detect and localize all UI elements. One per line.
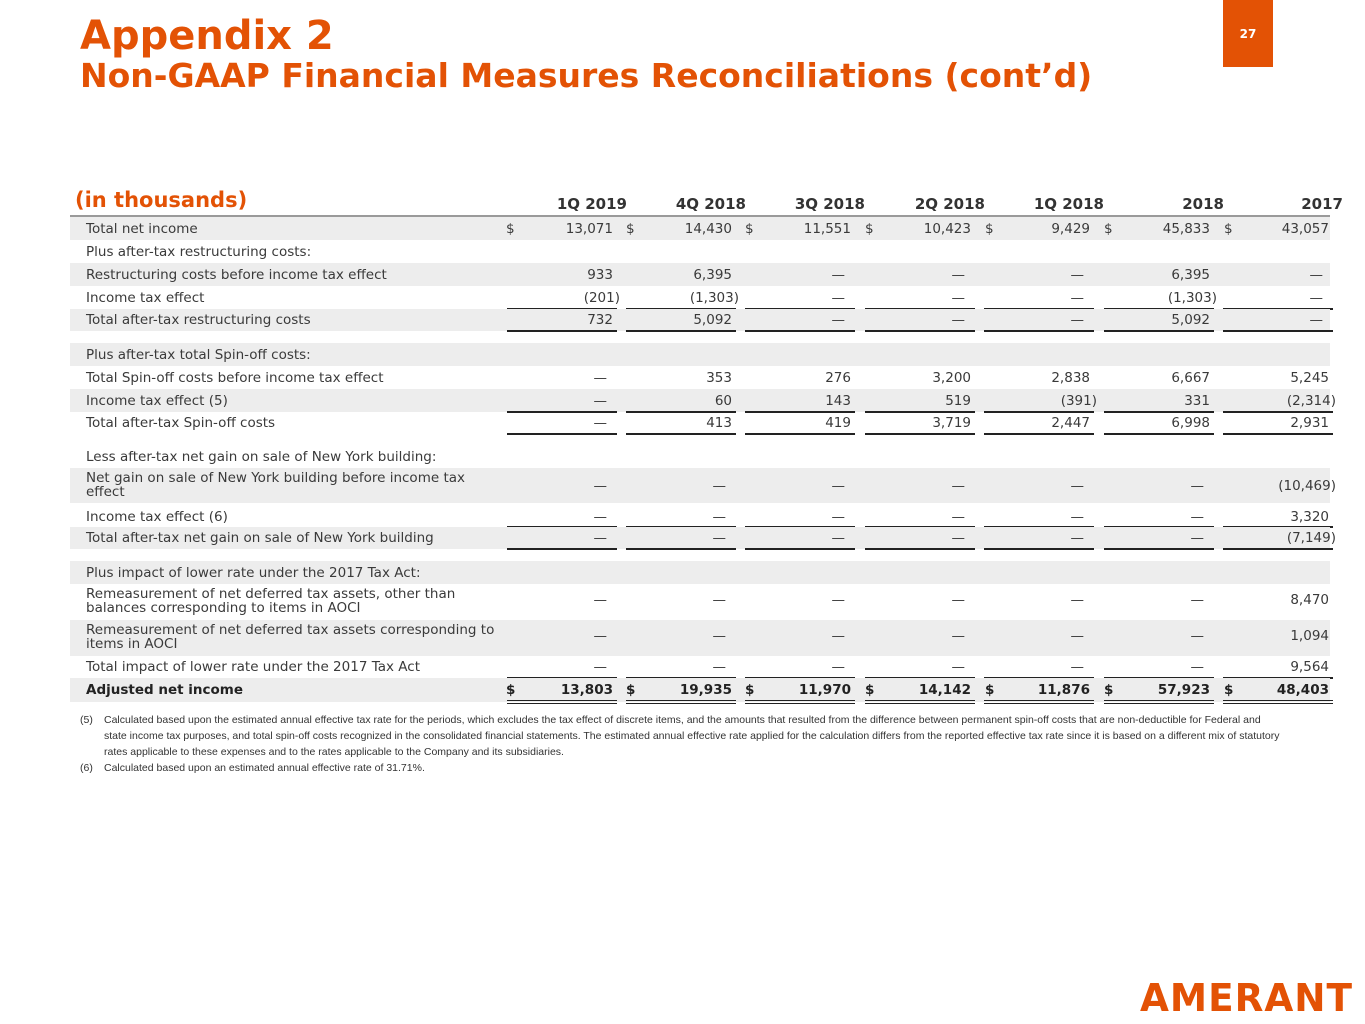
currency-symbol: $ [985, 682, 995, 698]
value-cell: — [712, 530, 726, 546]
value-cell: 519 [945, 392, 971, 409]
currency-symbol: $ [985, 220, 994, 237]
column-header: 1Q 2019 [556, 195, 627, 213]
value-cell: — [1070, 478, 1084, 494]
row-label: Income tax effect (6) [86, 508, 228, 525]
value-cell: — [831, 659, 845, 675]
underline-rule [865, 700, 975, 701]
underline-rule [745, 330, 855, 332]
value-cell: 10,423 [923, 220, 971, 237]
currency-symbol: $ [1104, 220, 1113, 237]
value-cell: — [1190, 478, 1204, 494]
value-cell: 3,719 [932, 415, 971, 431]
underline-rule [1104, 548, 1214, 550]
value-cell: — [593, 530, 607, 546]
underline-rule [507, 433, 617, 435]
value-cell: 9,564 [1290, 659, 1329, 675]
underline-rule [626, 703, 736, 704]
row-label: Income tax effect [86, 289, 205, 306]
value-cell: — [712, 508, 726, 525]
value-cell: — [712, 478, 726, 494]
row-label: Total after-tax restructuring costs [86, 312, 311, 328]
value-cell: 331 [1184, 392, 1210, 409]
value-cell: — [1309, 289, 1323, 306]
table-row [70, 468, 1336, 503]
footnote-text: Calculated based upon an estimated annual effective rate of 31.71%. [104, 762, 425, 774]
section-heading-row [70, 445, 1330, 468]
value-cell: 353 [706, 369, 732, 386]
value-cell: 45,833 [1162, 220, 1210, 237]
currency-symbol: $ [865, 682, 875, 698]
underline-rule [984, 433, 1094, 435]
value-cell: 60 [714, 392, 732, 409]
value-cell: 3,200 [932, 369, 971, 386]
value-cell: 14,430 [684, 220, 732, 237]
value-cell: — [831, 628, 845, 644]
row-label: Plus after-tax total Spin-off costs: [86, 346, 311, 363]
value-cell: — [1070, 289, 1084, 306]
amerant-logo-text: AMERANT [1140, 976, 1353, 1016]
currency-symbol: $ [1104, 682, 1114, 698]
row-label: Total impact of lower rate under the 2017 Tax Act [86, 659, 420, 675]
column-header: 4Q 2018 [675, 195, 746, 213]
table-row [70, 412, 1330, 434]
underline-rule [1223, 703, 1333, 704]
value-cell: 413 [706, 415, 732, 431]
value-cell: 6,395 [693, 266, 732, 283]
amerant-logo [1140, 974, 1355, 1016]
value-cell: — [593, 659, 607, 675]
units-label: (in thousands) [75, 188, 248, 212]
value-cell: 43,057 [1281, 220, 1329, 237]
row-label: Remeasurement of net deferred tax assets, other than balances corresponding to items in AOCI [86, 586, 456, 616]
value-cell: (201) [583, 289, 620, 306]
underline-rule [626, 700, 736, 701]
value-cell: 11,876 [1037, 682, 1090, 698]
underline-rule [1223, 548, 1333, 550]
table-row [70, 584, 1330, 620]
value-cell: (1,303) [689, 289, 739, 306]
footnote [80, 760, 1280, 776]
value-cell: 6,998 [1171, 415, 1210, 431]
table-row [70, 389, 1336, 412]
value-cell: — [951, 659, 965, 675]
value-cell: 13,803 [560, 682, 613, 698]
value-cell: 11,551 [803, 220, 851, 237]
underline-rule [626, 330, 736, 332]
value-cell: 5,092 [1171, 312, 1210, 328]
value-cell: — [1070, 508, 1084, 525]
underline-rule [1223, 433, 1333, 435]
underline-rule [1223, 700, 1333, 701]
value-cell: — [1190, 508, 1204, 525]
underline-rule [984, 703, 1094, 704]
value-cell: 48,403 [1276, 682, 1329, 698]
underline-rule [865, 433, 975, 435]
underline-rule [745, 548, 855, 550]
row-label: Total after-tax Spin-off costs [86, 415, 276, 431]
value-cell: 8,470 [1290, 592, 1329, 608]
value-cell: 13,071 [565, 220, 613, 237]
value-cell: 57,923 [1157, 682, 1210, 698]
value-cell: (1,303) [1167, 289, 1217, 306]
section-heading-row [70, 561, 1330, 584]
footnotes [80, 712, 1280, 776]
value-cell: — [831, 289, 845, 306]
value-cell: 3,320 [1290, 508, 1329, 525]
value-cell: — [951, 478, 965, 494]
underline-rule [507, 548, 617, 550]
footnote-number: (6) [80, 762, 93, 774]
table-row [70, 620, 1330, 656]
row-label: Total after-tax net gain on sale of New York building [86, 530, 434, 546]
value-cell: (7,149) [1286, 530, 1336, 546]
underline-rule [1104, 703, 1214, 704]
footnote-text: Calculated based upon the estimated annual effective tax rate for the periods, which excludes the tax effect of discrete items, and the amounts that resulted from the difference between permanent spin-off costs that are non-deductible for Federal and state income tax purposes, and total spin-off costs recognized in the consolidated financial statements. The estimated annual effective rate applied for the calculation differs from the reported effective tax rate since it is based on a different mix of statutory rates applicable to these expenses and to the rates applicable to the Company and its subsidiaries. [104, 714, 1280, 758]
value-cell: (10,469) [1278, 478, 1336, 494]
column-header: 2018 [1182, 195, 1224, 213]
value-cell: — [1070, 266, 1084, 283]
value-cell: — [593, 508, 607, 525]
row-label: Total net income [86, 220, 198, 237]
column-header: 1Q 2018 [1033, 195, 1104, 213]
underline-rule [626, 548, 736, 550]
row-label: Remeasurement of net deferred tax assets corresponding to items in AOCI [86, 622, 495, 652]
value-cell: 1,094 [1290, 628, 1329, 644]
value-cell: — [831, 312, 845, 328]
value-cell: 11,970 [798, 682, 851, 698]
section-heading-row [70, 343, 1330, 366]
currency-symbol: $ [745, 220, 754, 237]
value-cell: — [831, 508, 845, 525]
table-row [70, 678, 1330, 702]
value-cell: — [712, 592, 726, 608]
underline-rule [1104, 700, 1214, 701]
value-cell: 143 [825, 392, 851, 409]
value-cell: 5,092 [693, 312, 732, 328]
underline-rule [1104, 330, 1214, 332]
footnote [80, 712, 1280, 760]
row-label: Less after-tax net gain on sale of New York building: [86, 448, 437, 465]
currency-symbol: $ [506, 220, 515, 237]
value-cell: 19,935 [679, 682, 732, 698]
value-cell: 732 [587, 312, 613, 328]
underline-rule [745, 700, 855, 701]
row-label: Adjusted net income [86, 682, 244, 698]
value-cell: — [1309, 266, 1323, 283]
value-cell: — [1070, 592, 1084, 608]
table-row [70, 286, 1330, 309]
table-row [70, 527, 1336, 549]
page-title: Appendix 2 [80, 13, 334, 59]
currency-symbol: $ [626, 682, 636, 698]
value-cell: — [831, 592, 845, 608]
table-row [70, 217, 1330, 240]
value-cell: 5,245 [1290, 369, 1329, 386]
value-cell: — [831, 266, 845, 283]
value-cell: — [951, 530, 965, 546]
value-cell: — [1190, 592, 1204, 608]
value-cell: — [951, 628, 965, 644]
value-cell: 6,667 [1171, 369, 1210, 386]
row-label: Plus after-tax restructuring costs: [86, 243, 312, 260]
value-cell: 419 [825, 415, 851, 431]
row-label: Net gain on sale of New York building before income tax effect [86, 470, 465, 500]
value-cell: — [1190, 628, 1204, 644]
underline-rule [507, 700, 617, 701]
underline-rule [626, 433, 736, 435]
value-cell: 2,931 [1290, 415, 1329, 431]
footnote-number: (5) [80, 714, 93, 726]
section-heading-row [70, 240, 1330, 263]
value-cell: — [951, 592, 965, 608]
underline-rule [1104, 433, 1214, 435]
value-cell: — [593, 628, 607, 644]
value-cell: 6,395 [1171, 266, 1210, 283]
page-subtitle: Non-GAAP Financial Measures Reconciliations (cont’d) [80, 56, 1093, 95]
value-cell: — [1309, 312, 1323, 328]
row-label: Total Spin-off costs before income tax effect [86, 369, 384, 386]
underline-rule [865, 703, 975, 704]
underline-rule [507, 703, 617, 704]
row-label: Plus impact of lower rate under the 2017 Tax Act: [86, 564, 421, 581]
value-cell: — [951, 289, 965, 306]
value-cell: — [951, 266, 965, 283]
value-cell: — [1190, 530, 1204, 546]
column-header: 2Q 2018 [914, 195, 985, 213]
table-row [70, 309, 1330, 331]
value-cell: — [593, 392, 607, 409]
underline-rule [745, 703, 855, 704]
table-row [70, 366, 1330, 389]
underline-rule [984, 700, 1094, 701]
value-cell: 276 [825, 369, 851, 386]
underline-rule [984, 330, 1094, 332]
value-cell: — [1190, 659, 1204, 675]
underline-rule [865, 330, 975, 332]
column-header: 3Q 2018 [794, 195, 865, 213]
currency-symbol: $ [1224, 682, 1234, 698]
row-label: Income tax effect (5) [86, 392, 228, 409]
currency-symbol: $ [865, 220, 874, 237]
table-row [70, 656, 1330, 678]
value-cell: — [593, 592, 607, 608]
value-cell: — [712, 628, 726, 644]
value-cell: — [831, 478, 845, 494]
underline-rule [745, 433, 855, 435]
underline-rule [984, 548, 1094, 550]
table-row [70, 263, 1330, 286]
value-cell: 933 [587, 266, 613, 283]
value-cell: — [593, 478, 607, 494]
row-label: Restructuring costs before income tax effect [86, 266, 387, 283]
value-cell: — [1070, 530, 1084, 546]
value-cell: — [593, 369, 607, 386]
currency-symbol: $ [1224, 220, 1233, 237]
value-cell: — [1070, 312, 1084, 328]
underline-rule [507, 330, 617, 332]
value-cell: — [951, 508, 965, 525]
value-cell: — [951, 312, 965, 328]
underline-rule [865, 548, 975, 550]
value-cell: — [712, 659, 726, 675]
currency-symbol: $ [745, 682, 755, 698]
value-cell: 2,838 [1051, 369, 1090, 386]
column-header: 2017 [1301, 195, 1343, 213]
value-cell: — [831, 530, 845, 546]
value-cell: 14,142 [918, 682, 971, 698]
value-cell: 9,429 [1051, 220, 1090, 237]
value-cell: — [1070, 659, 1084, 675]
value-cell: (391) [1060, 392, 1097, 409]
table-row [70, 506, 1330, 527]
value-cell: — [1070, 628, 1084, 644]
value-cell: 2,447 [1051, 415, 1090, 431]
value-cell: — [593, 415, 607, 431]
currency-symbol: $ [626, 220, 635, 237]
page-number-badge: 27 [1223, 0, 1273, 67]
currency-symbol: $ [506, 682, 516, 698]
underline-rule [1223, 330, 1333, 332]
value-cell: (2,314) [1286, 392, 1336, 409]
